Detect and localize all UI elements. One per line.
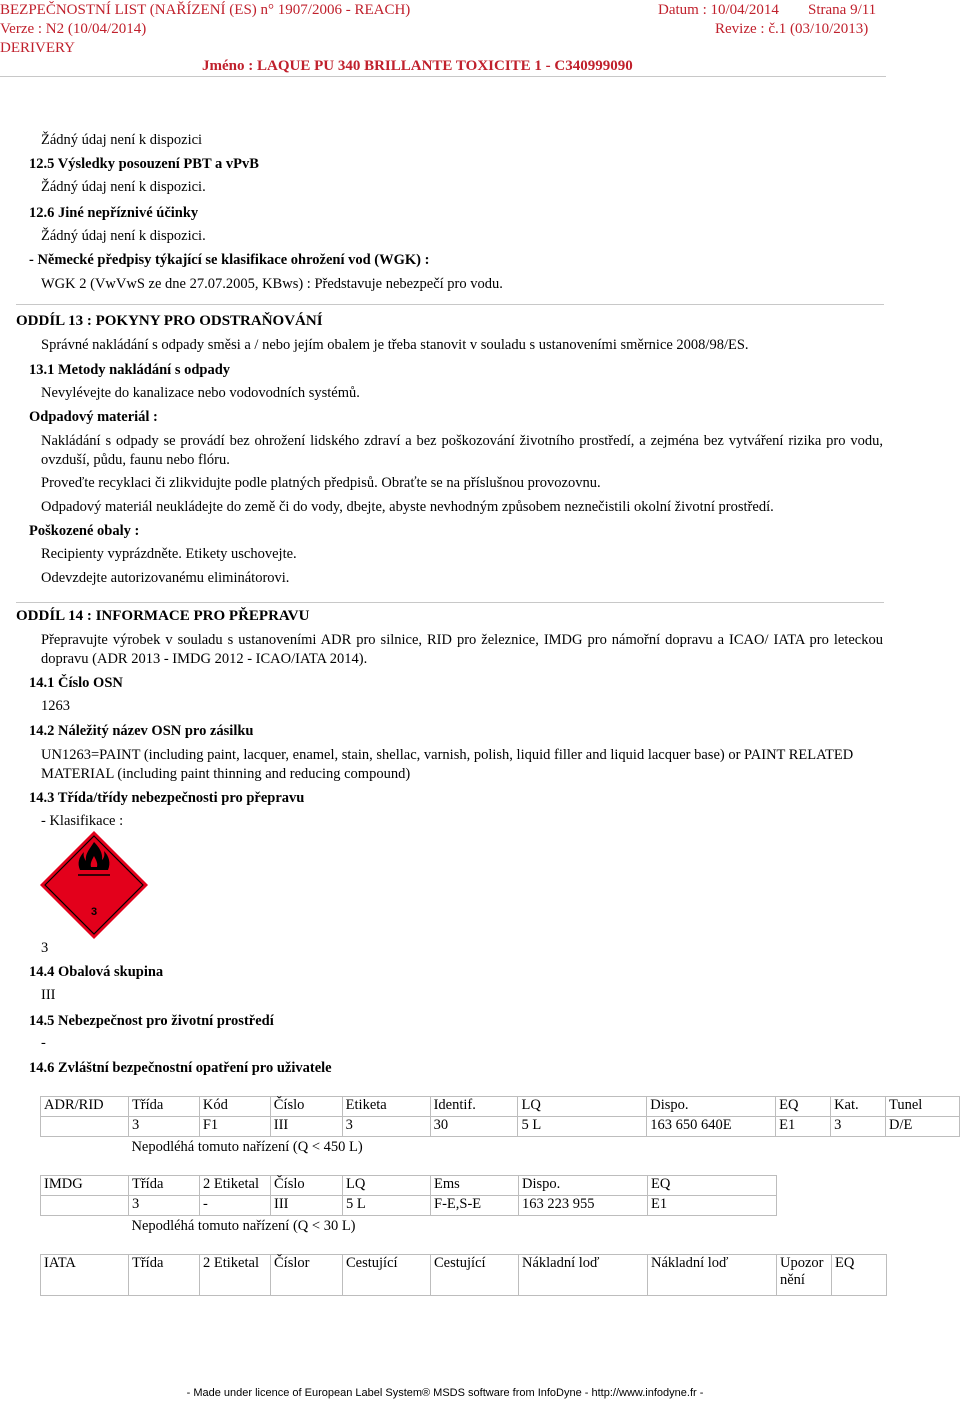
header-divider: [0, 76, 886, 77]
packaging-text: Recipienty vyprázdněte. Etikety uschovejte.: [41, 546, 297, 562]
waste-material-heading: Odpadový materiál :: [29, 409, 158, 425]
table-header-cell: Nákladní loď: [648, 1255, 777, 1296]
table-cell: III: [271, 1196, 343, 1216]
table-cell: E1: [648, 1196, 777, 1216]
table-header-text: Upozor: [780, 1255, 824, 1271]
heading-14-5: 14.5 Nebezpečnost pro životní prostředí: [29, 1013, 274, 1029]
table-header-cell: LQ: [343, 1176, 431, 1196]
table-cell: 3: [129, 1196, 200, 1216]
table-header-cell: Tunel: [886, 1097, 960, 1117]
heading-14-3: 14.3 Třída/třídy nebezpečnosti pro přepravu: [29, 790, 305, 806]
table-cell: 3: [128, 1117, 199, 1137]
document-version: Verze : N2 (10/04/2014): [0, 21, 147, 37]
table-header-cell: Etiketa: [342, 1097, 430, 1117]
page-number: Strana 9/11: [808, 2, 877, 18]
adr-note: Nepodléhá tomuto nařízení (Q < 450 L): [131, 1139, 363, 1155]
waste-material-text: Nakládání s odpady se provádí bez ohrožení lidského zdraví a bez poškozování životního prostředí, a zejména bez vytváření rizika pro vodu, ovzduší, půdu, faunu nebo flóru.: [41, 433, 883, 468]
waste-disposal-text: Odpadový materiál neukládejte do země či do vody, dbejte, abyste nevhodným způsobem neznečistili okolní životní prostředí.: [41, 499, 774, 515]
table-header-cell: Dispo.: [519, 1176, 648, 1196]
document-title: BEZPEČNOSTNÍ LIST (NAŘÍZENÍ (ES) n° 1907/2006 - REACH): [0, 2, 411, 18]
table-cell: E1: [776, 1117, 831, 1137]
table-header-cell: 2 Etiketal: [200, 1176, 271, 1196]
heading-14-4: 14.4 Obalová skupina: [29, 964, 164, 980]
table-header-cell: ADR/RID: [41, 1097, 129, 1117]
section-13-intro: Správné nakládání s odpady směsi a / nebo jejím obalem je třeba stanovit v souladu s ustanoveními směrnice 2008/98/ES.: [41, 337, 749, 353]
table-header-cell: Cestující: [431, 1255, 519, 1296]
table-cell: 3: [342, 1117, 430, 1137]
table-header-cell: Číslo: [270, 1097, 342, 1117]
heading-14-2: 14.2 Náležitý název OSN pro zásilku: [29, 723, 254, 739]
table-header-cell: Ems: [431, 1176, 519, 1196]
page-footer: - Made under licence of European Label System® MSDS software from InfoDyne - http://www.infodyne.fr -: [186, 1387, 704, 1399]
adr-table: [40, 1096, 960, 1158]
heading-12-6: 12.6 Jiné nepříznivé účinky: [29, 205, 199, 221]
table-header-row: [41, 1255, 887, 1296]
table-header-cell: Kat.: [831, 1097, 886, 1117]
table-cell: 30: [430, 1117, 518, 1137]
section-14-title: ODDÍL 14 : INFORMACE PRO PŘEPRAVU: [16, 608, 310, 624]
table-cell: D/E: [886, 1117, 960, 1137]
table-header-cell: Nákladní loď: [519, 1255, 648, 1296]
document-revision: Revize : č.1 (03/10/2013): [715, 21, 869, 37]
hazard-class-number: 3: [90, 906, 98, 918]
table-header-cell: Cestující: [343, 1255, 431, 1296]
table-header-row: [41, 1097, 960, 1117]
table-row: [41, 1117, 960, 1137]
hazard-class-value: 3: [41, 940, 49, 956]
document-date: Datum : 10/04/2014: [658, 2, 779, 18]
table-cell: III: [270, 1117, 342, 1137]
packaging-text: Odevzdejte autorizovanému eliminátorovi.: [41, 570, 290, 586]
table-note-row: [41, 1137, 960, 1159]
imdg-note: Nepodléhá tomuto nařízení (Q < 30 L): [131, 1218, 356, 1234]
table-cell: 163 650 640E: [647, 1117, 776, 1137]
table-header-cell: Číslo: [271, 1176, 343, 1196]
no-data-text: Žádný údaj není k dispozici: [41, 132, 203, 148]
table-header-cell: Třída: [129, 1255, 200, 1296]
packing-group-value: III: [41, 987, 56, 1003]
waste-recycle-text: Proveďte recyklaci či zlikvidujte podle platných předpisů. Obraťte se na příslušnou provozovnu.: [41, 475, 601, 491]
section-13-title: ODDÍL 13 : POKYNY PRO ODSTRAŇOVÁNÍ: [16, 313, 323, 329]
table-note-row: [41, 1216, 777, 1238]
table-cell: [41, 1196, 129, 1216]
section-divider: [16, 304, 884, 305]
section-divider: [16, 602, 884, 603]
heading-14-1: 14.1 Číslo OSN: [29, 675, 123, 691]
table-header-cell: [777, 1255, 832, 1296]
table-cell: 163 223 955: [519, 1196, 648, 1216]
table-header-row: [41, 1176, 777, 1196]
flammable-liquid-hazard-label: [39, 830, 149, 940]
table-cell: [41, 1117, 129, 1137]
no-data-text: Žádný údaj není k dispozici.: [41, 228, 206, 244]
table-cell: 5 L: [343, 1196, 431, 1216]
table-cell: F-E,S-E: [431, 1196, 519, 1216]
section-14-intro: Přepravujte výrobek v souladu s ustanoveními ADR pro silnice, RID pro železnice, IMDG pro námořní dopravu a ICAO/ IATA pro leteckou dopravu (ADR 2013 - IMDG 2012 - ICAO/IATA 2014).: [41, 632, 883, 667]
table-header-cell: EQ: [832, 1255, 887, 1296]
table-header-cell: Číslor: [271, 1255, 343, 1296]
table-header-cell: 2 Etiketal: [200, 1255, 271, 1296]
table-header-cell: Kód: [199, 1097, 270, 1117]
un-shipping-name: UN1263=PAINT (including paint, lacquer, enamel, stain, shellac, varnish, polish, liquid filler and liquid lacquer base) or PAINT RELATED MATERIAL (including paint thinning and reducing compound): [41, 747, 854, 782]
table-cell: F1: [199, 1117, 270, 1137]
table-header-cell: Třída: [128, 1097, 199, 1117]
un-number: 1263: [41, 698, 70, 714]
wgk-text: WGK 2 (VwVwS ze dne 27.07.2005, KBws) : Představuje nebezpečí pro vodu.: [41, 276, 503, 292]
company-name: DERIVERY: [0, 40, 75, 56]
iata-table: [40, 1254, 887, 1296]
damaged-packaging-heading: Poškozené obaly :: [29, 523, 140, 539]
table-header-cell: EQ: [776, 1097, 831, 1117]
table-cell: 3: [831, 1117, 886, 1137]
env-hazard-value: -: [41, 1035, 46, 1051]
table-header-cell: IMDG: [41, 1176, 129, 1196]
table-header-text: nění: [780, 1272, 805, 1288]
no-data-text: Žádný údaj není k dispozici.: [41, 179, 206, 195]
table-header-cell: LQ: [518, 1097, 647, 1117]
heading-12-5: 12.5 Výsledky posouzení PBT a vPvB: [29, 156, 259, 172]
wgk-heading: - Německé předpisy týkající se klasifikace ohrožení vod (WGK) :: [29, 252, 430, 268]
product-name: Jméno : LAQUE PU 340 BRILLANTE TOXICITE 1 - C340999090: [202, 58, 633, 74]
table-cell: 5 L: [518, 1117, 647, 1137]
waste-method-text: Nevylévejte do kanalizace nebo vodovodních systémů.: [41, 385, 360, 401]
imdg-table: [40, 1175, 777, 1237]
table-header-cell: EQ: [648, 1176, 777, 1196]
heading-14-6: 14.6 Zvláštní bezpečnostní opatření pro uživatele: [29, 1060, 332, 1076]
table-cell: -: [200, 1196, 271, 1216]
table-header-cell: Dispo.: [647, 1097, 776, 1117]
table-header-cell: IATA: [41, 1255, 129, 1296]
classification-label: - Klasifikace :: [41, 813, 124, 829]
table-row: [41, 1196, 777, 1216]
heading-13-1: 13.1 Metody nakládání s odpady: [29, 362, 231, 378]
table-header-cell: Identif.: [430, 1097, 518, 1117]
table-header-cell: Třída: [129, 1176, 200, 1196]
